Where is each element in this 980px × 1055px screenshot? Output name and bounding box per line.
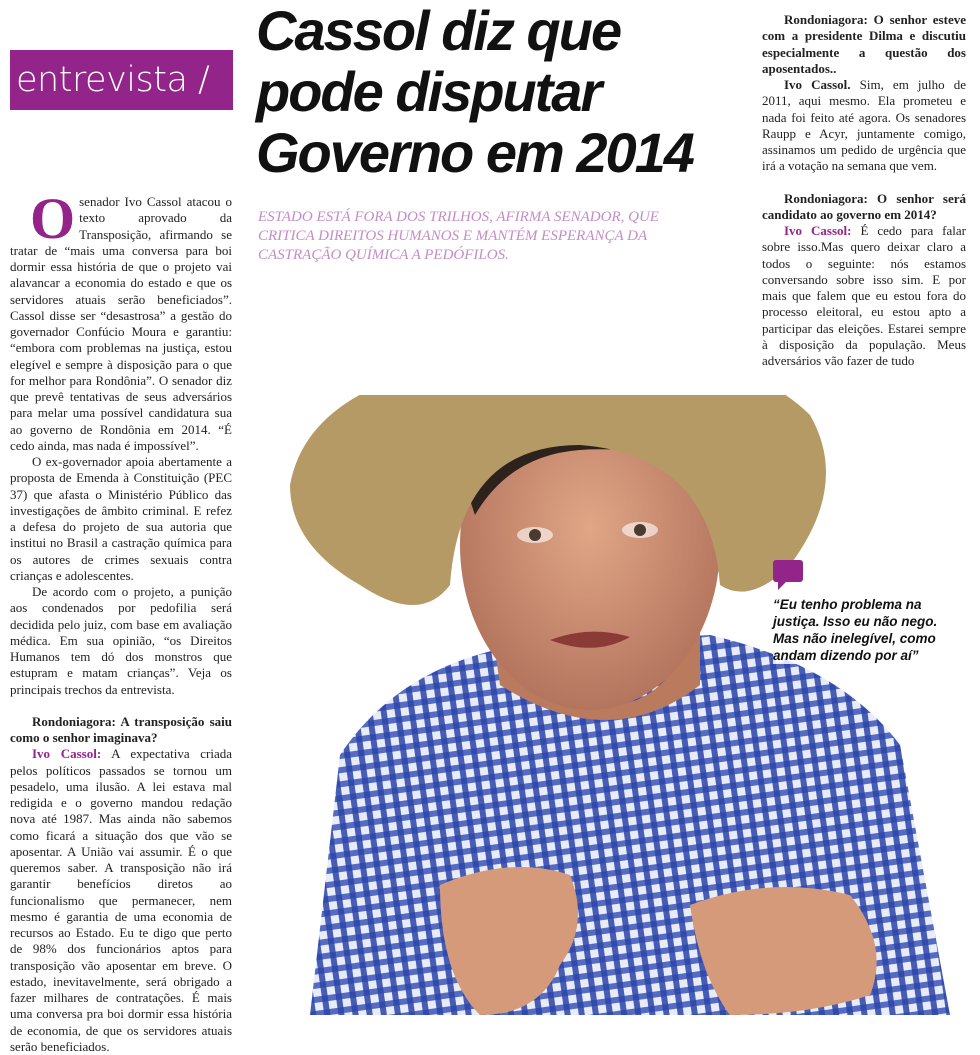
interview-answer bbox=[762, 223, 966, 369]
portrait-photo bbox=[250, 395, 980, 1015]
right-column bbox=[762, 12, 966, 369]
interview-question: Rondoniagora: O senhor será candidato ao governo em 2014? bbox=[762, 190, 966, 222]
speech-bubble-icon bbox=[773, 560, 803, 582]
subtitle: ESTADO ESTÁ FORA DOS TRILHOS, AFIRMA SENADOR, QUE CRITICA DIREITOS HUMANOS E MANTÉM ESPERANÇA DA CASTRAÇÃO QUÍMICA A PEDÓFILOS. bbox=[258, 209, 659, 263]
left-column bbox=[10, 186, 232, 1055]
paragraph: De acordo com o projeto, a punição aos condenados por pedofilia será decidida pelo juiz, com base em avaliação médica. Em sua opinião, “os Direitos Humanos tem dó dos monstros que estupram e matam crianças”. Veja os principais trechos da entrevista. bbox=[10, 584, 232, 697]
interview-answer bbox=[10, 746, 232, 1055]
headline bbox=[256, 0, 693, 183]
pull-quote bbox=[773, 560, 963, 664]
speaker-label: Ivo Cassol: bbox=[784, 223, 852, 238]
paragraph: O ex-governador apoia abertamente a proposta de Emenda à Constituição (PEC 37) que afasta o Ministério Público das investigações de âmbito criminal. E refez a defesa do projeto de sua autoria que institui no Brasil a castração química para os autores de crimes sexuais contra crianças e adolescentes. bbox=[10, 454, 232, 583]
answer-text: A expectativa criada pelos políticos passados se tornou um pesadelo, uma ilusão. A lei estava mal redigida e o governo mandou redação nova até 1987. Mas ainda não sabemos como ficará a situação dos que vão se aposentar. A União vai assumir. É o que queremos saber. A transposição não irá garantir benefícios diretos ao funcionalismo que permanecer, nem mesmo é garantia de uma economia de recursos ao Estado. Eu te digo que perto de 98% dos funcionários aptos para transposição vão aposentar em breve. O estado, inevitavelmente, será obrigado a fazer milhares de contratações. É mais uma conversa pra boi dormir essa história de economia, de que os servidores atuais serão beneficiados. bbox=[10, 746, 232, 1054]
headline-line: pode disputar bbox=[256, 60, 601, 123]
interview-question: Rondoniagora: A transposição saiu como o senhor imaginava? bbox=[10, 713, 232, 745]
pull-quote-text: “Eu tenho problema na justiça. Isso eu não nego. Mas não inelegível, como andam dizendo por aí” bbox=[773, 596, 958, 664]
interview-question: Rondoniagora: O senhor esteve com a presidente Dilma e discutiu especialmente a questão dos aposentados.. bbox=[762, 12, 966, 76]
speaker-label: Ivo Cassol: bbox=[32, 746, 102, 762]
right-hand bbox=[690, 887, 877, 1015]
paragraph-text: senador Ivo Cassol atacou o texto aprovado da Transposição, afirmando se tratar de “mais uma conversa para boi dormir essa história de que o projeto vai alavancar a economia do estado e que os servidores atuais serão beneficiados”. Cassol disse ser “desastrosa” a gestão do governador Confúcio Moura e garantiu: “embora com problemas na justiça, estou elegível e sempre à disposição para o que for melhor para Rondônia”. O senador diz que prevê tentativas de seus adversários para melar uma possível candidatura sua ao governo de Rondônia em 2014. “É cedo ainda, mas nada é impossível”. bbox=[10, 194, 232, 453]
dropcap: O bbox=[30, 186, 76, 251]
speaker-label: Ivo Cassol. bbox=[784, 77, 851, 92]
headline-line: Governo em 2014 bbox=[256, 121, 693, 184]
lead-paragraph bbox=[10, 186, 232, 454]
section-tag: entrevista / bbox=[10, 50, 233, 110]
headline-line: Cassol diz que bbox=[256, 0, 621, 62]
answer-text: Sim, em julho de 2011, aqui mesmo. Ela prometeu e nada foi feito até agora. Os senadores Raupp e Acyr, juntamente comigo, assinamos um pedido de urgência que irá a votação na semana que vem. bbox=[762, 77, 966, 174]
interview-answer bbox=[762, 77, 966, 175]
answer-text: É cedo para falar sobre isso.Mas quero deixar claro a todos o seguinte: nós estamos conversando sobre isso sim. E por mais que falem que eu estou fora do processo eleitoral, eu estou apto a participar das eleições. Estarei sempre à disposição da população. Meus adversários vão fazer de tudo bbox=[762, 223, 966, 368]
